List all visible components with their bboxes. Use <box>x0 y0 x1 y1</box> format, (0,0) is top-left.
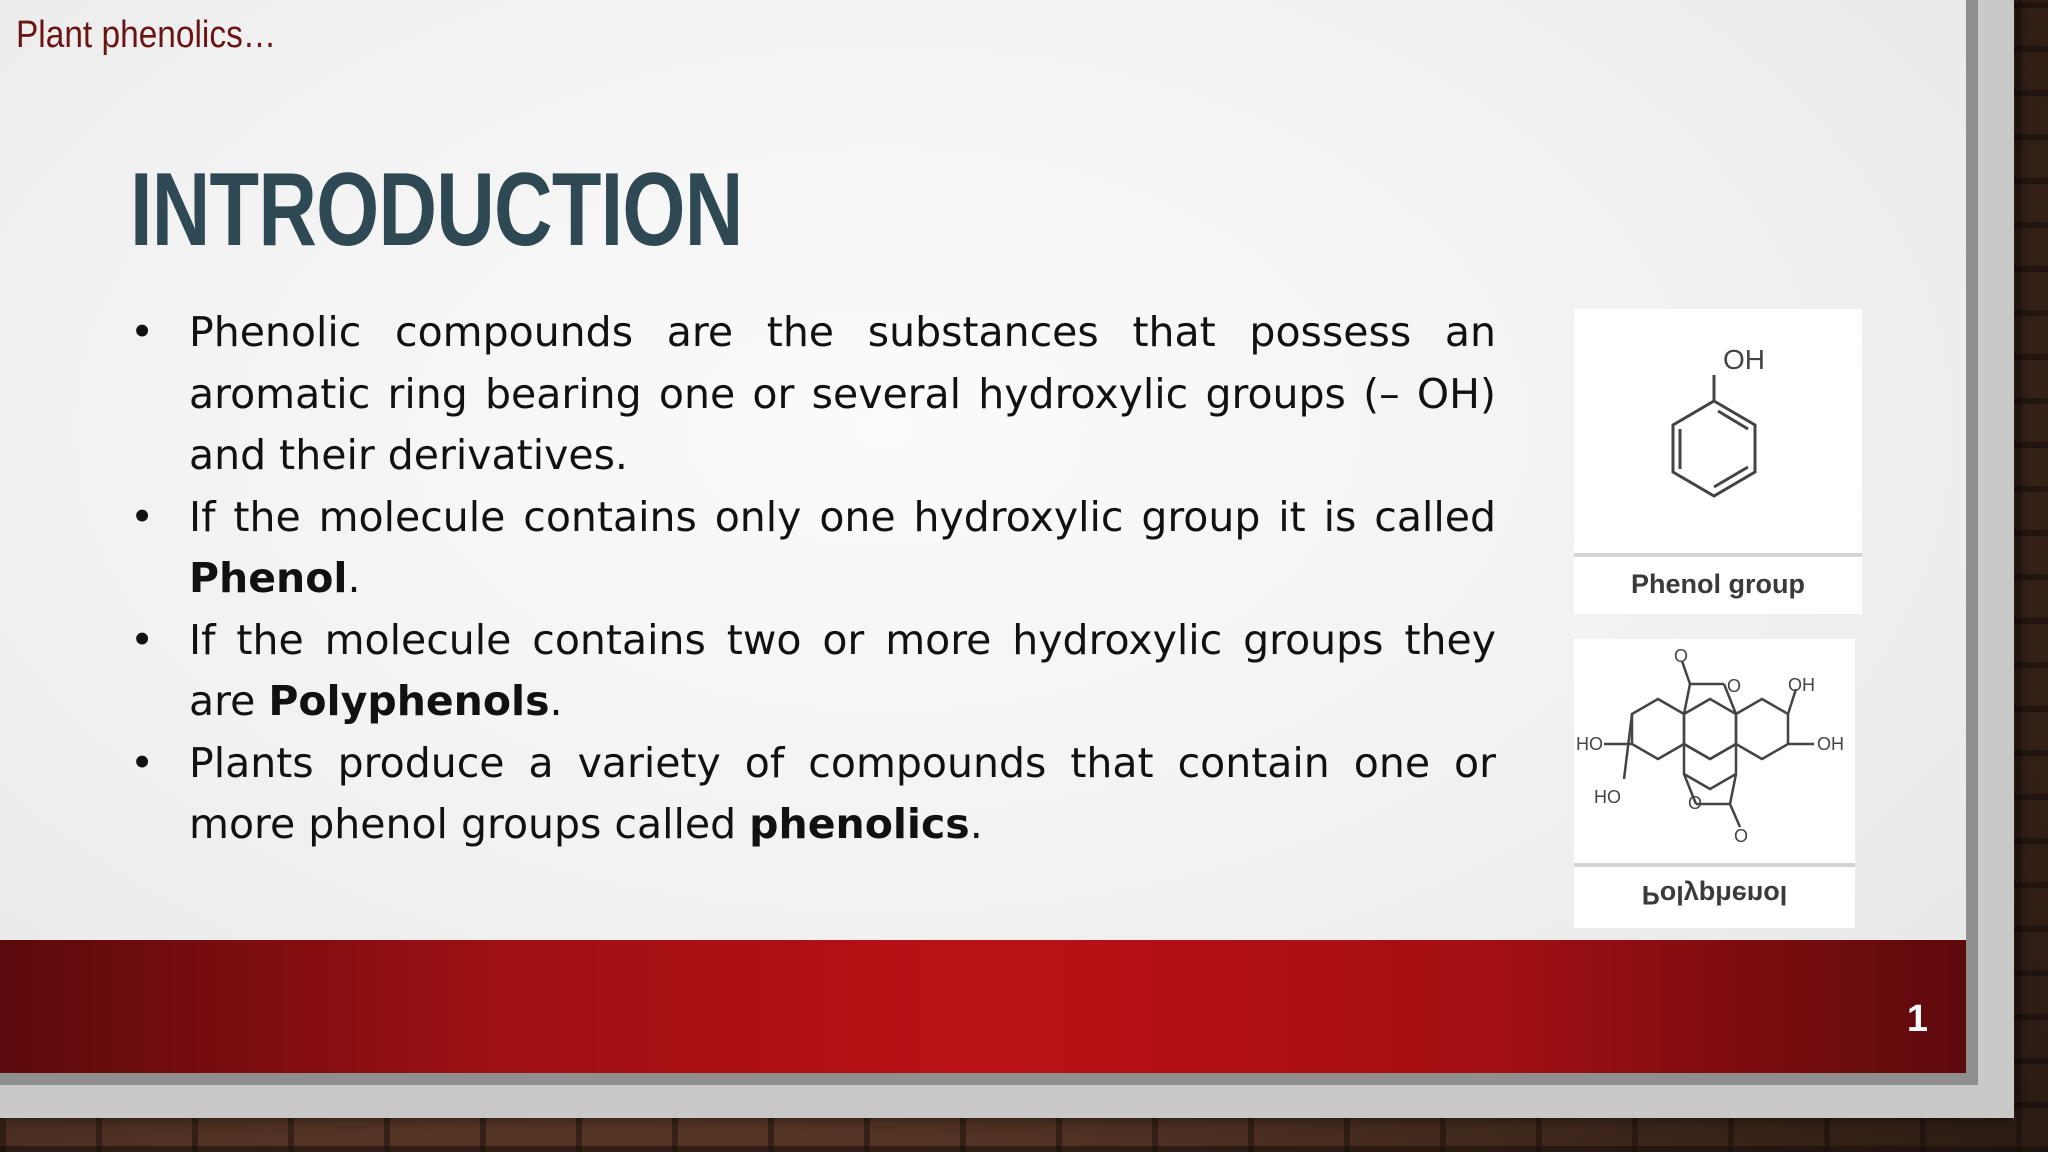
polyphenol-label: O <box>1727 676 1742 696</box>
bullet-text: If the molecule contains two or more hydroxylic groups they are <box>189 615 1496 725</box>
polyphenol-label: O <box>1674 646 1689 666</box>
slide-title: INTRODUCTION <box>130 152 743 268</box>
polyphenol-label: OH <box>1788 675 1815 695</box>
slide-topic: Plant phenolics… <box>16 14 277 56</box>
polyphenol-label: HO <box>1594 787 1621 807</box>
bullet-item <box>130 733 1496 856</box>
bullet-bold-term: phenolics <box>749 800 970 848</box>
bullet-punct: . <box>347 554 361 602</box>
polyphenol-label: HO <box>1576 734 1603 754</box>
polyphenol-label: O <box>1688 793 1703 813</box>
bullet-text: Phenolic compounds are the substances that possess an aromatic ring bearing one or several hydroxylic groups (– OH) and their derivatives. <box>189 308 1496 479</box>
polyphenol-label: O <box>1734 826 1749 846</box>
polyphenol-caption: Polyphenol <box>1641 880 1788 910</box>
polyphenol-structure-figure <box>1574 639 1855 928</box>
bullet-item <box>130 610 1496 733</box>
bullet-bold-term: Phenol <box>189 554 348 602</box>
bullet-punct: . <box>549 677 563 725</box>
polyphenol-diagram <box>1574 639 1855 863</box>
bullet-item <box>130 487 1496 610</box>
phenol-caption: Phenol group <box>1574 553 1862 618</box>
bullet-list <box>130 302 1496 856</box>
phenol-ring-diagram <box>1574 309 1862 553</box>
slide-shadow-bottom <box>0 1073 1978 1085</box>
bullet-text: Plants produce a variety of compounds that contain one or more phenol groups called <box>189 738 1496 848</box>
page-number: 1 <box>1906 998 1928 1040</box>
phenol-structure-figure <box>1574 309 1862 614</box>
polyphenol-caption-container <box>1574 863 1855 932</box>
polyphenol-label: OH <box>1817 734 1844 754</box>
bullet-bold-term: Polyphenols <box>268 677 550 725</box>
phenol-oh-label: OH <box>1723 344 1765 375</box>
bullet-item <box>130 302 1496 487</box>
footer-band <box>0 940 1966 1073</box>
bullet-text: If the molecule contains only one hydroxylic group it is called <box>189 492 1496 541</box>
slide-shadow-right <box>1966 0 1978 1073</box>
bullet-punct: . <box>969 800 983 848</box>
